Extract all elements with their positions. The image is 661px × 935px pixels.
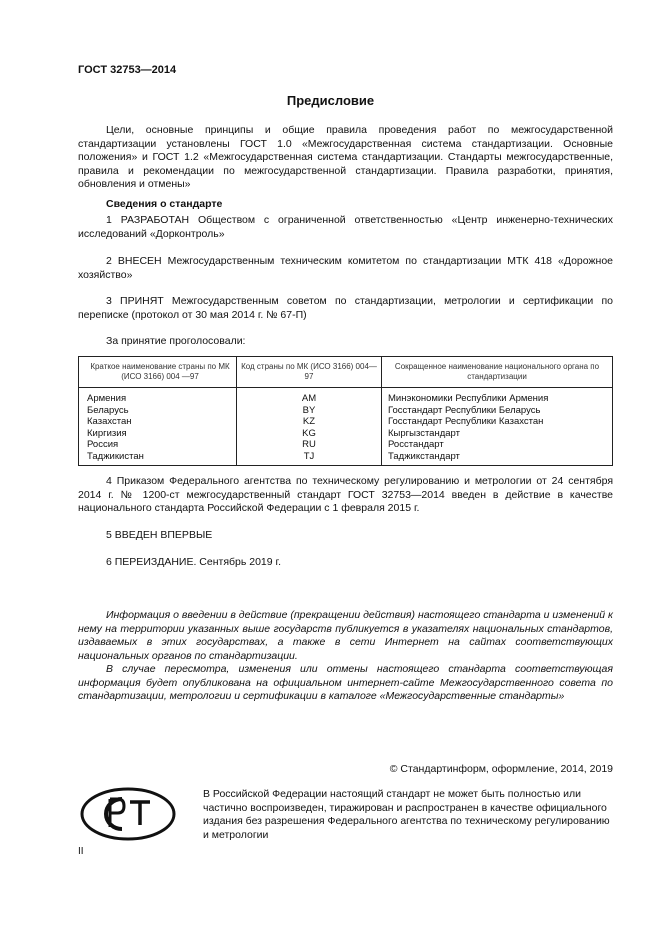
rights-notice: В Российской Федерации настоящий стандарт не может быть полностью или частично воспроизведен, тиражирован и распространен в качестве официального издания без разрешения Федерального агентства по техническому регулированию и метрологии (203, 788, 610, 841)
table-header-row (79, 357, 613, 388)
standards-body: Таджикстандарт (382, 451, 613, 466)
item-introduced: 2 ВНЕСЕН Межгосударственным техническим комитетом по стандартизации МТК 418 «Дорожное хозяйство» (78, 255, 613, 281)
country-code: AM (237, 388, 382, 405)
item-first-introduced: 5 ВВЕДЕН ВПЕРВЫЕ (106, 529, 213, 541)
country-code: KZ (237, 416, 382, 428)
intro-paragraph: Цели, основные принципы и общие правила проведения работ по межгосударственной стандартизации установлены ГОСТ 1.0 «Межгосударственная система стандартизации. Основные положения» и ГОСТ 1.2 «Межгосударственная система стандартизации. Стандарты межгосударственные, правила и рекомендации по межгосударственной стандартизации. Правила разработки, принятия, обновления и отмены» (78, 124, 613, 190)
document-code: ГОСТ 32753—2014 (78, 64, 177, 76)
country-code: RU (237, 439, 382, 451)
table-row (79, 451, 613, 466)
countries-table (78, 356, 613, 466)
info-paragraph-publication: Информация о введении в действие (прекращении действия) настоящего стандарта и изменений к нему на территории указанных выше государств публикуется в указателях национальных стандартов, издаваемых в этих государствах, а также в сети Интернет на сайтах соответствующих национальных органов по стандартизации. (78, 609, 613, 662)
section-heading: Сведения о стандарте (106, 198, 223, 210)
country-name: Беларусь (79, 405, 237, 417)
header-country-name: Краткое наименование страны по МК (ИСО 3166) 004 —97 (79, 357, 237, 388)
vote-label: За принятие проголосовали: (106, 335, 246, 347)
country-code: BY (237, 405, 382, 417)
item-adopted: 3 ПРИНЯТ Межгосударственным советом по стандартизации, метрологии и сертификации по переписке (протокол от 30 мая 2014 г. № 67-П) (78, 295, 613, 321)
country-name: Таджикистан (79, 451, 237, 466)
country-name: Киргизия (79, 428, 237, 440)
standards-body: Росстандарт (382, 439, 613, 451)
item-developed: 1 РАЗРАБОТАН Обществом с ограниченной ответственностью «Центр инженерно-технических исследований «Дорконтроль» (78, 214, 613, 240)
header-standards-body: Сокращенное наименование национального органа по стандартизации (382, 357, 613, 388)
rst-logo-icon (78, 785, 178, 848)
country-code: KG (237, 428, 382, 440)
country-name: Казахстан (79, 416, 237, 428)
table-row (79, 405, 613, 417)
standards-body: Госстандарт Республики Беларусь (382, 405, 613, 417)
item-order: 4 Приказом Федерального агентства по техническому регулированию и метрологии от 24 сентября 2014 г. № 1200-ст межгосударственный стандарт ГОСТ 32753—2014 введен в действие в качестве национального стандарта Российской Федерации с 1 февраля 2015 г. (78, 475, 613, 514)
header-country-code: Код страны по МК (ИСО 3166) 004— 97 (237, 357, 382, 388)
copyright-notice: © Стандартинформ, оформление, 2014, 2019 (389, 763, 613, 775)
table-row (79, 439, 613, 451)
standards-body: Минэкономики Республики Армения (382, 388, 613, 405)
country-name: Армения (79, 388, 237, 405)
standards-body: Госстандарт Республики Казахстан (382, 416, 613, 428)
page-title: Предисловие (286, 93, 375, 108)
standards-body: Кыргызстандарт (382, 428, 613, 440)
page-number: II (78, 846, 84, 857)
table-row (79, 428, 613, 440)
item-reissue: 6 ПЕРЕИЗДАНИЕ. Сентябрь 2019 г. (106, 556, 281, 568)
country-name: Россия (79, 439, 237, 451)
country-code: TJ (237, 451, 382, 466)
table-row (79, 416, 613, 428)
table-row (79, 388, 613, 405)
info-paragraph-revision: В случае пересмотра, изменения или отмены настоящего стандарта соответствующая информация будет опубликована на официальном интернет-сайте Межгосударственного совета по стандартизации, метрологии и сертификации в каталоге «Межгосударственные стандарты» (78, 663, 613, 702)
